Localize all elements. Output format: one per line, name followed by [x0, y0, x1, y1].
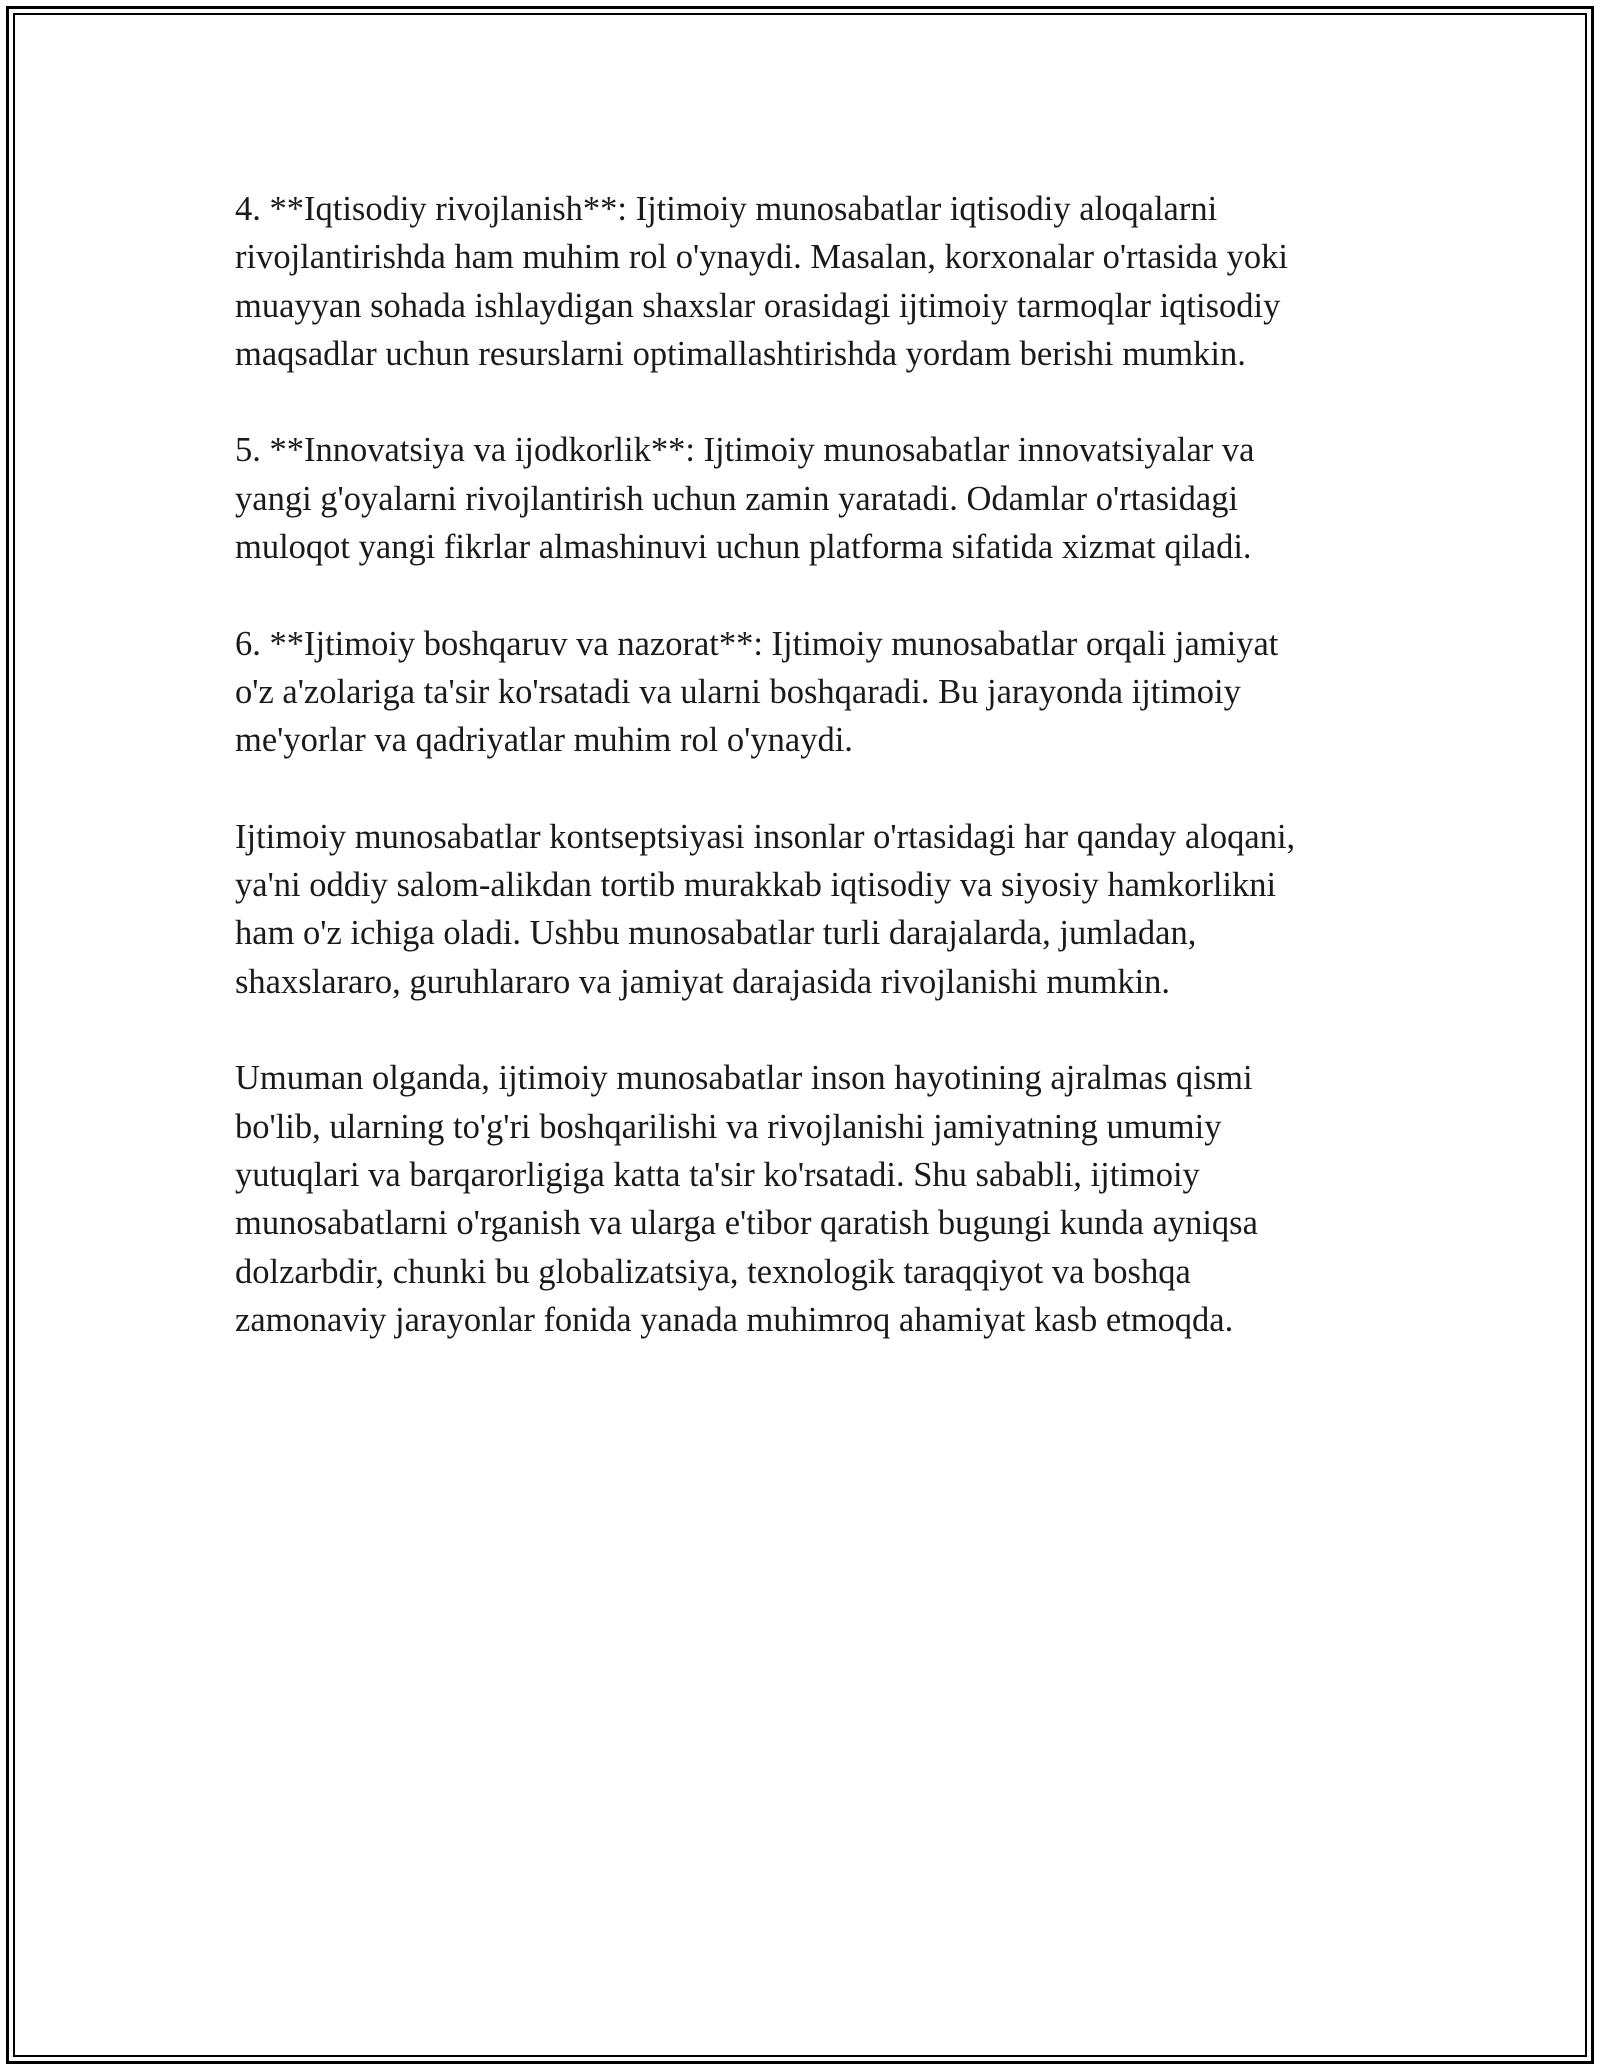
text-line: Umuman olganda, ijtimoiy munosabatlar inson hayotining ajralmas qismi	[235, 1059, 1253, 1098]
text-line: dolzarbdir, chunki bu globalizatsiya, texnologik taraqqiyot va boshqa	[235, 1252, 1191, 1291]
text-line: yangi g'oyalarni rivojlantirish uchun zamin yaratadi. Odamlar o'rtasidagi	[235, 479, 1239, 518]
text-line: ham o'z ichiga oladi. Ushbu munosabatlar turli darajalarda, jumladan,	[235, 914, 1197, 953]
text-line: 6. **Ijtimoiy boshqaruv va nazorat**: Ijtimoiy munosabatlar orqali jamiyat	[235, 624, 1279, 663]
text-line: bo'lib, ularning to'g'ri boshqarilishi va rivojlanishi jamiyatning umumiy	[235, 1107, 1222, 1146]
text-line: yutuqlari va barqarorligiga katta ta'sir ko'rsatadi. Shu sababli, ijtimoiy	[235, 1155, 1200, 1194]
text-line: Ijtimoiy munosabatlar kontseptsiyasi insonlar o'rtasidagi har qanday aloqani,	[235, 817, 1296, 856]
paragraph-kontseptsiya	[235, 813, 1375, 1006]
text-line: zamonaviy jarayonlar fonida yanada muhimroq ahamiyat kasb etmoqda.	[235, 1300, 1234, 1339]
document-body	[235, 185, 1375, 1392]
paragraph-iqtisodiy-rivojlanish	[235, 185, 1375, 378]
text-line: o'z a'zolariga ta'sir ko'rsatadi va ularni boshqaradi. Bu jarayonda ijtimoiy	[235, 672, 1241, 711]
paragraph-innovatsiya	[235, 426, 1375, 571]
text-line: ya'ni oddiy salom-alikdan tortib murakkab iqtisodiy va siyosiy hamkorlikni	[235, 866, 1277, 905]
text-line: shaxslararo, guruhlararo va jamiyat darajasida rivojlanishi mumkin.	[235, 962, 1171, 1001]
text-line: maqsadlar uchun resurslarni optimallashtirishda yordam berishi mumkin.	[235, 334, 1246, 373]
paragraph-xulosa	[235, 1054, 1375, 1344]
paragraph-ijtimoiy-boshqaruv	[235, 620, 1375, 765]
text-line: 5. **Innovatsiya va ijodkorlik**: Ijtimoiy munosabatlar innovatsiyalar va	[235, 431, 1255, 470]
text-line: munosabatlarni o'rganish va ularga e'tibor qaratish bugungi kunda ayniqsa	[235, 1204, 1258, 1243]
text-line: 4. **Iqtisodiy rivojlanish**: Ijtimoiy munosabatlar iqtisodiy aloqalarni	[235, 190, 1218, 228]
text-line: muloqot yangi fikrlar almashinuvi uchun platforma sifatida xizmat qiladi.	[235, 528, 1252, 567]
text-line: muayyan sohada ishlaydigan shaxslar orasidagi ijtimoiy tarmoqlar iqtisodiy	[235, 286, 1281, 325]
text-line: rivojlantirishda ham muhim rol o'ynaydi. Masalan, korxonalar o'rtasida yoki	[235, 238, 1288, 277]
text-line: me'yorlar va qadriyatlar muhim rol o'ynaydi.	[235, 721, 853, 760]
